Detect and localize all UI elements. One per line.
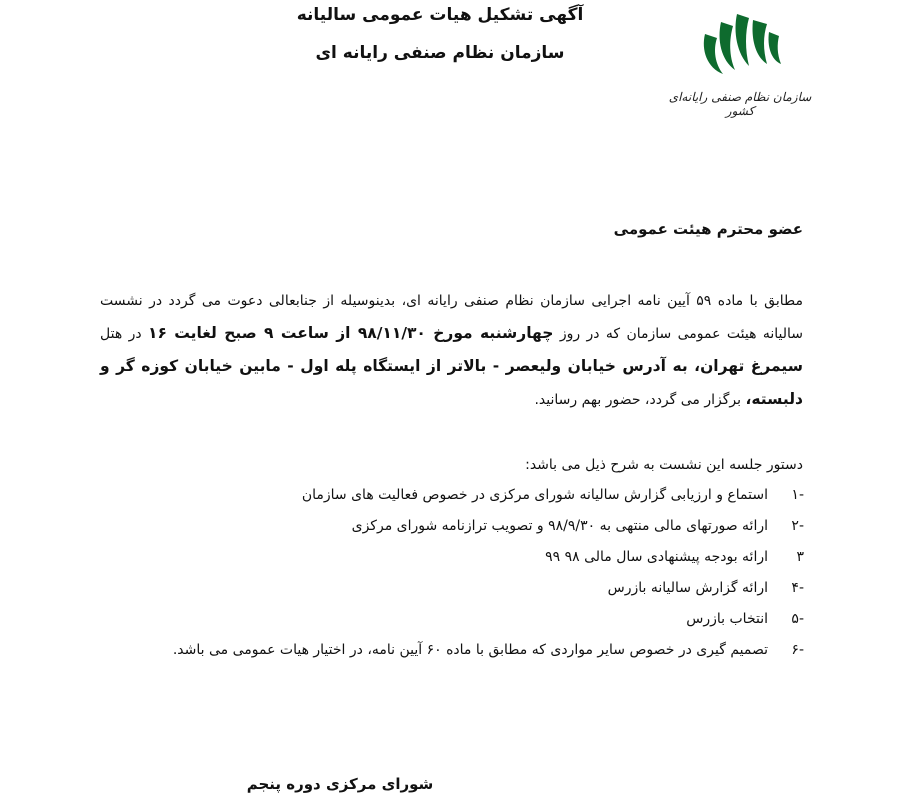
agenda-item-text: تصمیم گیری در خصوص سایر مواردی که مطابق با ماده ۶۰ آیین نامه، در اختیار هیات عمومی می باشد. bbox=[172, 642, 768, 658]
logo-emblem-icon bbox=[697, 8, 783, 80]
agenda-list bbox=[100, 480, 804, 666]
agenda-item bbox=[100, 604, 804, 635]
agenda-item-text: ارائه صورتهای مالی منتهی به ۹۸/۹/۳۰ و تصویب ترازنامه شورای مرکزی bbox=[351, 518, 768, 534]
meeting-date: چهارشنبه مورخ ۹۸/۱۱/۳۰ از ساعت ۹ صبح لغایت ۱۶ bbox=[148, 324, 554, 342]
agenda-item bbox=[100, 480, 804, 511]
agenda-item-text: ارائه بودجه پیشنهادی سال مالی ۹۸ ۹۹ bbox=[545, 549, 768, 565]
agenda-item bbox=[100, 635, 804, 666]
agenda-intro: دستور جلسه این نشست به شرح ذیل می باشد: bbox=[525, 457, 803, 473]
agenda-item-number: -۴ bbox=[791, 580, 804, 596]
agenda-item-number: ۳ bbox=[796, 549, 804, 565]
paragraph-text: مطابق با ماده ۵۹ آیین نامه اجرایی سازمان نظام صنفی رایانه ای، بدینوسیله از جنابعالی دعوت می گردد در نشست سالیانه هیئت عمومی سازمان که در روز bbox=[100, 293, 804, 342]
organization-logo bbox=[665, 8, 815, 118]
agenda-item-number: -۶ bbox=[791, 642, 804, 658]
agenda-item-number: -۲ bbox=[791, 518, 804, 534]
invitation-paragraph bbox=[100, 285, 803, 416]
signature: شورای مرکزی دوره پنجم bbox=[246, 775, 434, 793]
meeting-venue: سیمرغ تهران، به آدرس خیابان ولیعصر - بالاتر از ایستگاه پله اول - مابین خیابان کوزه گر و دلبسته، bbox=[100, 357, 803, 408]
agenda-item-text: انتخاب بازرس bbox=[686, 611, 768, 627]
paragraph-text: در هتل bbox=[100, 326, 148, 342]
agenda-item-number: -۱ bbox=[791, 487, 804, 503]
agenda-item-text: ارائه گزارش سالیانه بازرس bbox=[607, 580, 768, 596]
salutation: عضو محترم هیئت عمومی bbox=[613, 220, 803, 238]
agenda-item bbox=[100, 511, 804, 542]
organization-name: سازمان نظام صنفی رایانه ای bbox=[315, 43, 565, 63]
agenda-item bbox=[100, 573, 804, 604]
agenda-item-number: -۵ bbox=[791, 611, 804, 627]
agenda-item-text: استماع و ارزیابی گزارش سالیانه شورای مرکزی در خصوص فعالیت های سازمان bbox=[301, 487, 768, 503]
announcement-title: آگهی تشکیل هیات عمومی سالیانه bbox=[296, 5, 584, 25]
logo-text: سازمان نظام صنفی رایانه‌ای کشور bbox=[668, 90, 812, 118]
agenda-item bbox=[100, 542, 804, 573]
paragraph-text: برگزار می گردد، حضور بهم رسانید. bbox=[534, 392, 746, 408]
